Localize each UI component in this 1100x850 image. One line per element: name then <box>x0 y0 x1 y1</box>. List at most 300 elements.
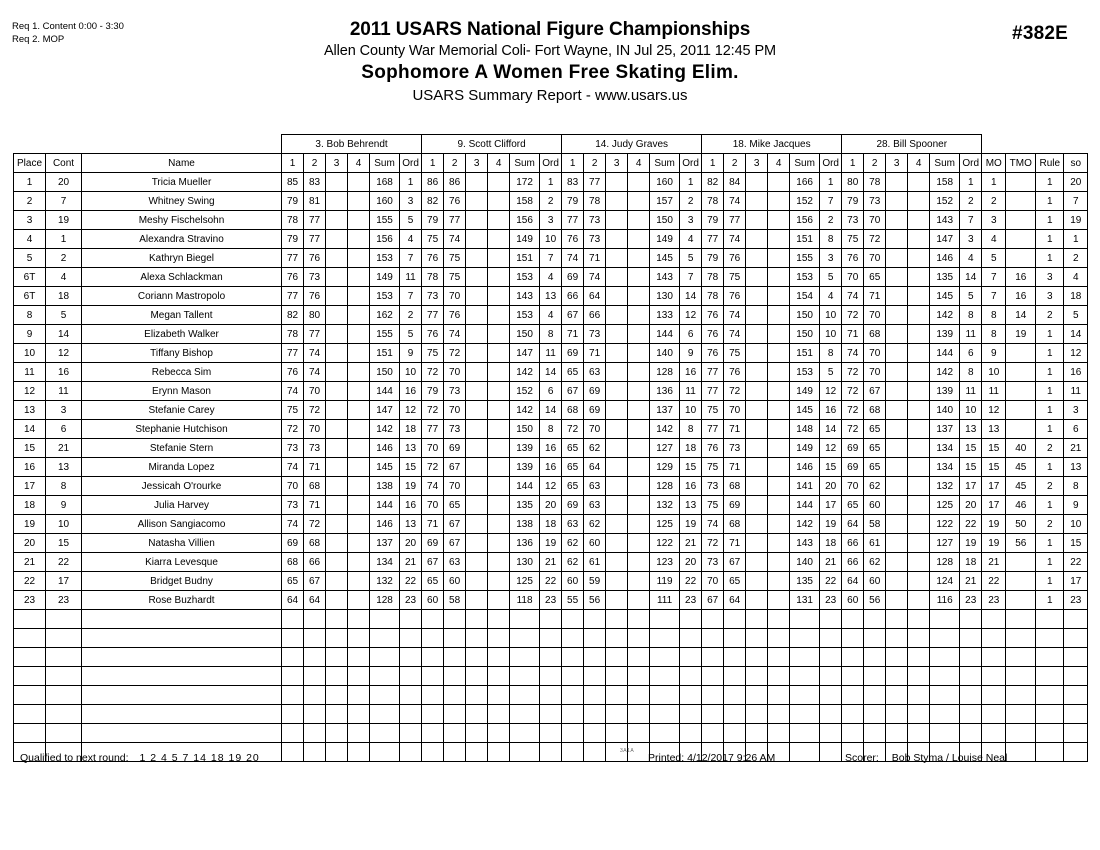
results-table <box>13 134 1088 762</box>
cell-j3-3 <box>606 211 628 230</box>
empty-cell <box>400 667 422 686</box>
empty-cell <box>650 705 680 724</box>
cell-so: 12 <box>1064 344 1088 363</box>
cell-j4-sum: 140 <box>790 553 820 572</box>
cell-j5-2: 60 <box>864 496 886 515</box>
cell-j2-2: 76 <box>444 192 466 211</box>
empty-cell <box>304 648 326 667</box>
cell-j3-sum: 125 <box>650 515 680 534</box>
cell-j4-2: 68 <box>724 477 746 496</box>
scorer-names: Bob Styma / Louise Neal <box>891 752 1008 764</box>
venue-line: Allen County War Memorial Coli- Fort Wayne, IN Jul 25, 2011 12:45 PM <box>323 43 776 59</box>
cell-j4-3 <box>746 306 768 325</box>
cell-j5-3 <box>886 458 908 477</box>
empty-cell <box>908 705 930 724</box>
cell-j4-4 <box>768 344 790 363</box>
judge-panel-title-3: 14. Judy Graves <box>562 135 702 154</box>
cell-j4-ord: 10 <box>820 306 842 325</box>
cell-j3-4 <box>628 477 650 496</box>
cell-j3-2: 64 <box>584 287 606 306</box>
cell-j4-4 <box>768 211 790 230</box>
empty-cell <box>562 667 584 686</box>
cell-j3-3 <box>606 363 628 382</box>
cell-j4-4 <box>768 325 790 344</box>
column-header-j3-sum: Sum <box>650 154 680 173</box>
cell-j3-4 <box>628 496 650 515</box>
cell-j4-3 <box>746 173 768 192</box>
empty-cell <box>768 667 790 686</box>
column-header-j1-2: 2 <box>304 154 326 173</box>
cell-j4-1: 73 <box>702 553 724 572</box>
empty-row <box>14 686 1088 705</box>
column-header-place: Place <box>14 154 46 173</box>
cell-j5-ord: 15 <box>960 439 982 458</box>
cell-j5-ord: 13 <box>960 420 982 439</box>
cell-j3-3 <box>606 477 628 496</box>
cell-j3-ord: 15 <box>680 458 702 477</box>
empty-cell <box>584 648 606 667</box>
cell-name: Alexandra Stravino <box>82 230 282 249</box>
cell-j4-4 <box>768 306 790 325</box>
cell-j4-sum: 152 <box>790 192 820 211</box>
cell-rule: 1 <box>1036 534 1064 553</box>
results-body <box>14 173 1088 762</box>
cell-j2-2: 75 <box>444 268 466 287</box>
empty-cell <box>842 648 864 667</box>
cell-j5-sum: 146 <box>930 249 960 268</box>
empty-cell <box>540 667 562 686</box>
cell-j5-3 <box>886 230 908 249</box>
column-header-j5-1: 1 <box>842 154 864 173</box>
cell-j5-ord: 14 <box>960 268 982 287</box>
cell-j5-ord: 3 <box>960 230 982 249</box>
judge-panel-header-row <box>14 135 1088 154</box>
column-header-j2-1: 1 <box>422 154 444 173</box>
cell-j2-4 <box>488 420 510 439</box>
empty-cell <box>1064 686 1088 705</box>
column-header-j2-sum: Sum <box>510 154 540 173</box>
cell-j3-ord: 18 <box>680 439 702 458</box>
cell-j3-1: 65 <box>562 458 584 477</box>
cell-j2-1: 75 <box>422 344 444 363</box>
empty-cell <box>702 648 724 667</box>
cell-j5-2: 61 <box>864 534 886 553</box>
cell-j2-1: 60 <box>422 591 444 610</box>
cell-j3-sum: 129 <box>650 458 680 477</box>
cell-j1-1: 74 <box>282 515 304 534</box>
cell-so: 14 <box>1064 325 1088 344</box>
column-header-name: Name <box>82 154 282 173</box>
cell-j1-4 <box>348 192 370 211</box>
cell-rule: 1 <box>1036 458 1064 477</box>
cell-j5-3 <box>886 477 908 496</box>
cell-j4-2: 70 <box>724 401 746 420</box>
cell-j3-1: 65 <box>562 363 584 382</box>
cell-j3-1: 55 <box>562 591 584 610</box>
empty-cell <box>282 610 304 629</box>
cell-j3-4 <box>628 287 650 306</box>
cell-j1-ord: 1 <box>400 173 422 192</box>
cell-j1-3 <box>326 591 348 610</box>
cell-j2-sum: 152 <box>510 382 540 401</box>
cell-j1-3 <box>326 496 348 515</box>
empty-cell <box>628 724 650 743</box>
empty-cell <box>960 610 982 629</box>
cell-j5-ord: 15 <box>960 458 982 477</box>
cell-j5-2: 71 <box>864 287 886 306</box>
cell-tmo <box>1006 173 1036 192</box>
empty-cell <box>444 724 466 743</box>
cell-mo: 3 <box>982 211 1006 230</box>
empty-cell <box>422 629 444 648</box>
empty-cell <box>746 610 768 629</box>
cell-j2-sum: 150 <box>510 325 540 344</box>
cell-j2-1: 77 <box>422 420 444 439</box>
cell-j2-1: 77 <box>422 306 444 325</box>
cell-j2-1: 70 <box>422 439 444 458</box>
cell-j1-ord: 7 <box>400 249 422 268</box>
cell-j5-4 <box>908 211 930 230</box>
cell-so: 7 <box>1064 192 1088 211</box>
column-header-rule: Rule <box>1036 154 1064 173</box>
cell-j2-1: 70 <box>422 496 444 515</box>
empty-cell <box>562 724 584 743</box>
cell-j3-3 <box>606 439 628 458</box>
cell-j5-3 <box>886 268 908 287</box>
cell-j3-1: 65 <box>562 477 584 496</box>
cell-tmo: 56 <box>1006 534 1036 553</box>
cell-j1-ord: 11 <box>400 268 422 287</box>
empty-cell <box>562 648 584 667</box>
empty-cell <box>724 648 746 667</box>
cell-cont: 10 <box>46 515 82 534</box>
cell-place: 22 <box>14 572 46 591</box>
cell-j4-2: 71 <box>724 420 746 439</box>
cell-j3-1: 79 <box>562 192 584 211</box>
table-row <box>14 496 1088 515</box>
empty-cell <box>466 705 488 724</box>
cell-j3-1: 60 <box>562 572 584 591</box>
empty-cell <box>1036 705 1064 724</box>
cell-j5-2: 70 <box>864 344 886 363</box>
judge-panel-title-5: 28. Bill Spooner <box>842 135 982 154</box>
cell-j2-4 <box>488 591 510 610</box>
empty-cell <box>422 610 444 629</box>
cell-rule: 3 <box>1036 287 1064 306</box>
empty-cell <box>960 724 982 743</box>
cell-j5-3 <box>886 591 908 610</box>
empty-cell <box>422 648 444 667</box>
cell-tmo <box>1006 591 1036 610</box>
cell-cont: 22 <box>46 553 82 572</box>
cell-j1-2: 81 <box>304 192 326 211</box>
cell-so: 5 <box>1064 306 1088 325</box>
cell-j5-3 <box>886 363 908 382</box>
cell-so: 9 <box>1064 496 1088 515</box>
cell-j3-4 <box>628 173 650 192</box>
cell-j4-ord: 8 <box>820 230 842 249</box>
cell-j5-2: 56 <box>864 591 886 610</box>
column-header-j4-1: 1 <box>702 154 724 173</box>
cell-so: 10 <box>1064 515 1088 534</box>
cell-j3-3 <box>606 420 628 439</box>
cell-j3-2: 73 <box>584 325 606 344</box>
empty-cell <box>46 667 82 686</box>
cell-j4-ord: 2 <box>820 211 842 230</box>
cell-j1-3 <box>326 572 348 591</box>
empty-cell <box>628 610 650 629</box>
cell-j5-ord: 10 <box>960 401 982 420</box>
cell-j1-sum: 146 <box>370 515 400 534</box>
table-row <box>14 553 1088 572</box>
cell-j5-1: 64 <box>842 515 864 534</box>
empty-cell <box>960 705 982 724</box>
empty-cell <box>702 705 724 724</box>
empty-cell <box>46 648 82 667</box>
empty-cell <box>628 629 650 648</box>
empty-cell <box>790 629 820 648</box>
cell-rule: 2 <box>1036 439 1064 458</box>
empty-cell <box>930 610 960 629</box>
cell-j3-3 <box>606 534 628 553</box>
empty-cell <box>650 629 680 648</box>
empty-cell <box>562 610 584 629</box>
empty-cell <box>82 629 282 648</box>
empty-cell <box>326 724 348 743</box>
cell-j1-3 <box>326 173 348 192</box>
cell-j5-2: 65 <box>864 458 886 477</box>
cell-j1-2: 70 <box>304 382 326 401</box>
empty-cell <box>510 648 540 667</box>
cell-j1-sum: 137 <box>370 534 400 553</box>
cell-rule: 1 <box>1036 211 1064 230</box>
empty-cell <box>908 610 930 629</box>
cell-j2-2: 70 <box>444 363 466 382</box>
cell-j3-ord: 21 <box>680 534 702 553</box>
cell-j2-4 <box>488 553 510 572</box>
table-row <box>14 268 1088 287</box>
cell-j1-sum: 149 <box>370 268 400 287</box>
cell-so: 13 <box>1064 458 1088 477</box>
cell-j4-3 <box>746 192 768 211</box>
cell-j1-1: 76 <box>282 363 304 382</box>
cell-j4-sum: 154 <box>790 287 820 306</box>
cell-j4-1: 73 <box>702 477 724 496</box>
cell-j1-4 <box>348 363 370 382</box>
cell-j2-2: 74 <box>444 230 466 249</box>
cell-j1-3 <box>326 325 348 344</box>
cell-j2-3 <box>466 401 488 420</box>
column-header-j3-2: 2 <box>584 154 606 173</box>
cell-j3-2: 64 <box>584 458 606 477</box>
cell-j4-2: 74 <box>724 230 746 249</box>
cell-j1-ord: 15 <box>400 458 422 477</box>
cell-j3-sum: 133 <box>650 306 680 325</box>
cell-j4-1: 74 <box>702 515 724 534</box>
cell-j5-2: 65 <box>864 420 886 439</box>
cell-j1-ord: 10 <box>400 363 422 382</box>
cell-j5-sum: 144 <box>930 344 960 363</box>
cell-j5-sum: 127 <box>930 534 960 553</box>
cell-j4-ord: 22 <box>820 572 842 591</box>
cell-j5-4 <box>908 287 930 306</box>
cell-j4-2: 71 <box>724 534 746 553</box>
empty-cell <box>326 667 348 686</box>
cell-place: 9 <box>14 325 46 344</box>
cell-rule: 1 <box>1036 230 1064 249</box>
cell-tmo: 40 <box>1006 439 1036 458</box>
cell-j1-sum: 155 <box>370 325 400 344</box>
cell-j3-4 <box>628 325 650 344</box>
cell-so: 8 <box>1064 477 1088 496</box>
cell-j5-3 <box>886 192 908 211</box>
cell-so: 21 <box>1064 439 1088 458</box>
cell-j3-3 <box>606 268 628 287</box>
cell-j3-3 <box>606 401 628 420</box>
empty-cell <box>982 705 1006 724</box>
cell-j1-ord: 18 <box>400 420 422 439</box>
empty-cell <box>370 648 400 667</box>
column-header-j3-3: 3 <box>606 154 628 173</box>
empty-cell <box>702 686 724 705</box>
cell-j2-3 <box>466 344 488 363</box>
cell-j3-2: 63 <box>584 363 606 382</box>
cell-j2-3 <box>466 192 488 211</box>
cell-place: 6T <box>14 268 46 287</box>
empty-cell <box>842 724 864 743</box>
cell-j2-4 <box>488 439 510 458</box>
cell-j4-2: 67 <box>724 553 746 572</box>
cell-j2-3 <box>466 268 488 287</box>
cell-so: 17 <box>1064 572 1088 591</box>
cell-j4-1: 75 <box>702 401 724 420</box>
cell-j4-4 <box>768 382 790 401</box>
cell-j1-2: 73 <box>304 268 326 287</box>
cell-j1-sum: 168 <box>370 173 400 192</box>
empty-cell <box>422 686 444 705</box>
cell-place: 17 <box>14 477 46 496</box>
cell-j5-2: 60 <box>864 572 886 591</box>
cell-j2-1: 79 <box>422 382 444 401</box>
cell-j2-4 <box>488 211 510 230</box>
qualified-label: Qualified to next round: <box>20 752 129 764</box>
cell-j3-4 <box>628 572 650 591</box>
cell-j4-3 <box>746 211 768 230</box>
cell-j1-2: 68 <box>304 477 326 496</box>
cell-so: 11 <box>1064 382 1088 401</box>
cell-j5-1: 70 <box>842 477 864 496</box>
empty-cell <box>46 705 82 724</box>
empty-cell <box>864 648 886 667</box>
cell-j1-2: 68 <box>304 534 326 553</box>
empty-cell <box>886 686 908 705</box>
cell-j4-4 <box>768 534 790 553</box>
empty-cell <box>304 686 326 705</box>
column-header-j5-ord: Ord <box>960 154 982 173</box>
cell-j4-ord: 20 <box>820 477 842 496</box>
empty-cell <box>370 705 400 724</box>
empty-cell <box>1064 724 1088 743</box>
cell-j1-4 <box>348 173 370 192</box>
cell-j5-2: 70 <box>864 211 886 230</box>
empty-cell <box>466 686 488 705</box>
cell-j3-ord: 5 <box>680 249 702 268</box>
cell-j4-ord: 4 <box>820 287 842 306</box>
cell-name: Stefanie Carey <box>82 401 282 420</box>
cell-j1-4 <box>348 382 370 401</box>
cell-j5-ord: 8 <box>960 306 982 325</box>
cell-j3-3 <box>606 306 628 325</box>
cell-j4-2: 74 <box>724 192 746 211</box>
cell-j2-3 <box>466 249 488 268</box>
cell-j5-2: 65 <box>864 268 886 287</box>
cell-name: Elizabeth Walker <box>82 325 282 344</box>
cell-j2-1: 78 <box>422 268 444 287</box>
cell-j2-ord: 14 <box>540 363 562 382</box>
cell-j5-3 <box>886 344 908 363</box>
cell-j3-4 <box>628 211 650 230</box>
cell-j2-ord: 14 <box>540 401 562 420</box>
cell-j3-1: 67 <box>562 382 584 401</box>
cell-name: Bridget Budny <box>82 572 282 591</box>
cell-j5-ord: 21 <box>960 572 982 591</box>
cell-j2-ord: 13 <box>540 287 562 306</box>
empty-cell <box>768 724 790 743</box>
empty-cell <box>444 686 466 705</box>
cell-j3-sum: 149 <box>650 230 680 249</box>
empty-cell <box>540 705 562 724</box>
empty-cell <box>282 724 304 743</box>
cell-j5-1: 66 <box>842 534 864 553</box>
empty-cell <box>908 667 930 686</box>
cell-j4-1: 77 <box>702 382 724 401</box>
empty-cell <box>982 686 1006 705</box>
cell-j4-4 <box>768 477 790 496</box>
cell-j1-sum: 156 <box>370 230 400 249</box>
cell-j1-sum: 132 <box>370 572 400 591</box>
empty-cell <box>1006 705 1036 724</box>
empty-cell <box>584 686 606 705</box>
cell-j2-2: 67 <box>444 534 466 553</box>
cell-j3-1: 83 <box>562 173 584 192</box>
column-header-j1-1: 1 <box>282 154 304 173</box>
cell-j5-ord: 6 <box>960 344 982 363</box>
cell-mo: 17 <box>982 496 1006 515</box>
cell-name: Stephanie Hutchison <box>82 420 282 439</box>
empty-cell <box>1064 705 1088 724</box>
cell-j4-1: 70 <box>702 572 724 591</box>
empty-cell <box>606 724 628 743</box>
cell-j2-ord: 18 <box>540 515 562 534</box>
empty-cell <box>304 667 326 686</box>
cell-j1-sum: 162 <box>370 306 400 325</box>
column-header-j3-4: 4 <box>628 154 650 173</box>
cell-tmo <box>1006 363 1036 382</box>
table-row <box>14 287 1088 306</box>
cell-j3-sum: 132 <box>650 496 680 515</box>
cell-j2-2: 73 <box>444 382 466 401</box>
cell-j4-sum: 153 <box>790 363 820 382</box>
cell-j5-sum: 139 <box>930 325 960 344</box>
cell-j1-3 <box>326 515 348 534</box>
cell-j1-2: 83 <box>304 173 326 192</box>
cell-j4-3 <box>746 572 768 591</box>
judge-panel-title-1: 3. Bob Behrendt <box>282 135 422 154</box>
empty-cell <box>304 610 326 629</box>
cell-j2-ord: 6 <box>540 382 562 401</box>
empty-cell <box>540 629 562 648</box>
cell-name: Megan Tallent <box>82 306 282 325</box>
